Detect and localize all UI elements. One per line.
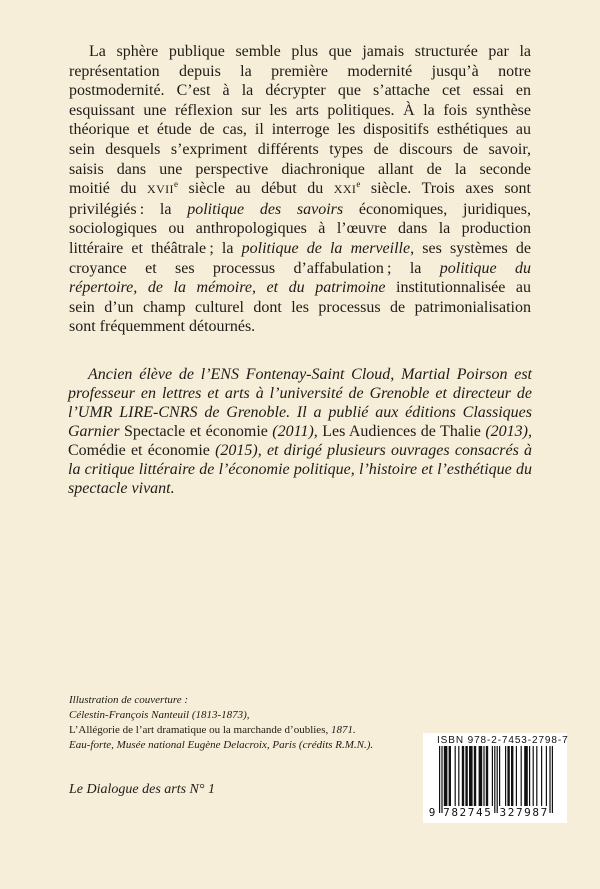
author-text: professeur en lettres et arts à l’université de Grenoble et directeur de — [68, 385, 532, 402]
author-text: (2015), et dirigé plusieurs ouvrages consacrés à — [209, 442, 533, 459]
barcode-bar — [505, 746, 506, 806]
credit-line — [69, 708, 429, 723]
blurb-text: sociologiques ou anthropologiques à l’œuvre dans la production — [69, 220, 531, 238]
barcode-guard-bar — [439, 746, 440, 813]
barcode-guard-bar — [494, 746, 495, 813]
barcode-bar — [511, 746, 513, 806]
blurb-line — [69, 298, 531, 318]
book-title: Comédie et économie — [68, 442, 210, 459]
isbn-barcode-block — [423, 733, 567, 823]
century-superscript: e — [173, 179, 178, 190]
author-text: (2013), — [480, 423, 533, 440]
barcode-bar — [465, 746, 467, 806]
barcode-digit-first: 9 — [428, 806, 436, 819]
barcode-bar — [462, 746, 464, 806]
author-bio — [68, 365, 532, 498]
blurb-text: saisis dans une perspective diachronique allant de la seconde — [69, 160, 531, 178]
credit-text: Eau-forte, Musée national Eugène Delacroix, Paris (crédits R.M.N.). — [69, 739, 374, 751]
barcode-bar — [444, 746, 448, 806]
blurb-emphasis: répertoire, de la mémoire, et du patrimoine — [69, 279, 386, 297]
blurb-text: privilégiés : la — [69, 200, 188, 218]
series-title: Le Dialogue des arts N° 1 — [69, 782, 215, 797]
author-line — [68, 460, 532, 479]
blurb-line — [69, 219, 531, 239]
ean13-barcode — [439, 746, 553, 813]
blurb-text: sein desquels s’expriment différents types de discours de savoir, — [69, 140, 531, 158]
century-numeral: XVII — [147, 182, 174, 197]
credit-line — [69, 723, 429, 738]
blurb-text: sein d’un champ culturel dont les processus de patrimonialisation — [69, 298, 531, 316]
isbn-label: ISBN 978-2-7453-2798-7 — [437, 735, 569, 746]
blurb-line — [69, 179, 531, 200]
blurb-line — [69, 239, 531, 259]
barcode-bar — [507, 746, 509, 806]
blurb-line — [69, 120, 531, 140]
author-line — [68, 384, 532, 403]
century-numeral: XXI — [333, 182, 357, 197]
barcode-bar — [469, 746, 473, 806]
blurb-text: théorique et étude de cas, il interroge les dispositifs esthétiques au — [69, 121, 531, 139]
credit-line — [69, 738, 429, 753]
blurb-text: esquissant une réflexion sur les arts politiques. À la fois synthèse — [69, 101, 531, 119]
barcode-guard-bar — [552, 746, 553, 813]
back-cover-blurb — [69, 42, 531, 337]
barcode-guard-bar — [441, 746, 442, 813]
barcode-bar — [541, 746, 542, 806]
book-title: Les Audiences de Thalie — [322, 423, 481, 440]
blurb-text: littéraire et théâtrale ; la — [69, 239, 242, 257]
blurb-line — [69, 278, 531, 298]
blurb-text: représentation depuis la première modernité jusqu’à notre — [69, 62, 531, 80]
author-line — [68, 441, 532, 460]
blurb-line — [69, 42, 531, 62]
blurb-text: moitié du — [69, 180, 147, 198]
author-text: spectacle vivant. — [68, 480, 175, 497]
author-text: la critique littéraire de l’économie politique, l’histoire et l’esthétique du — [68, 461, 532, 478]
barcode-bar — [492, 746, 493, 806]
blurb-line — [69, 317, 531, 337]
barcode-bar — [529, 746, 530, 806]
blurb-line — [69, 140, 531, 160]
barcode-bar — [524, 746, 528, 806]
blurb-text: postmodernité. C’est à la décrypter que s’attache cet essai en — [69, 82, 531, 100]
barcode-bar — [479, 746, 483, 806]
author-line — [68, 422, 532, 441]
century-superscript: e — [356, 179, 361, 190]
barcode-guard-bar — [497, 746, 498, 813]
barcode-digits-right: 327987 — [499, 806, 549, 819]
barcode-bar — [516, 746, 517, 806]
blurb-text: siècle au début du — [177, 180, 334, 198]
blurb-line — [69, 81, 531, 101]
author-text: Ancien élève de l’ENS Fontenay-Saint Cloud, Martial Poirson est — [88, 366, 532, 383]
blurb-text: , ses systèmes de — [410, 239, 532, 257]
author-line — [68, 365, 532, 384]
barcode-bar — [483, 746, 484, 806]
barcode-bar — [499, 746, 500, 806]
barcode-guard-bar — [549, 746, 550, 813]
blurb-line — [69, 259, 531, 279]
artwork-title: L’Allégorie de l’art dramatique ou la marchande d’oublies, — [69, 724, 329, 736]
blurb-emphasis: politique du — [439, 259, 531, 277]
book-title: Spectacle et économie — [123, 423, 268, 440]
blurb-emphasis: politique de la merveille — [241, 239, 411, 257]
barcode-bar — [458, 746, 459, 806]
barcode-bar — [546, 746, 547, 806]
barcode-bar — [455, 746, 456, 806]
cover-illustration-credit — [69, 693, 429, 753]
author-text: l’UMR LIRE-CNRS de Grenoble. Il a publié aux éditions Classiques — [68, 404, 532, 421]
blurb-line — [69, 200, 531, 220]
credit-text: Célestin-François Nanteuil (1813-1873), — [69, 709, 250, 721]
blurb-text: croyance et ses processus d’affabulation ; la — [69, 259, 440, 277]
credit-line — [69, 693, 429, 708]
barcode-bar — [533, 746, 534, 806]
barcode-bar — [536, 746, 537, 806]
blurb-line — [69, 160, 531, 180]
blurb-text: institutionnalisée au — [385, 279, 532, 297]
credit-text: Illustration de couverture : — [69, 694, 189, 706]
author-line — [68, 403, 532, 422]
blurb-line — [69, 101, 531, 121]
blurb-emphasis: politique des savoirs — [187, 200, 344, 218]
author-line — [68, 479, 532, 498]
barcode-digits-left: 782745 — [443, 806, 493, 819]
credit-text: 1871. — [328, 724, 356, 736]
barcode-bar — [521, 746, 522, 806]
blurb-line — [69, 62, 531, 82]
barcode-bar — [449, 746, 451, 806]
blurb-text: sont fréquemment détournés. — [69, 318, 256, 336]
barcode-bar — [474, 746, 476, 806]
author-text: Garnier — [68, 423, 124, 440]
author-text: (2011), — [267, 423, 323, 440]
barcode-bar — [486, 746, 488, 806]
blurb-text: siècle. Trois axes sont — [360, 180, 531, 198]
blurb-text: La sphère publique semble plus que jamais structurée par la — [89, 43, 531, 60]
blurb-text: économiques, juridiques, — [343, 200, 531, 218]
